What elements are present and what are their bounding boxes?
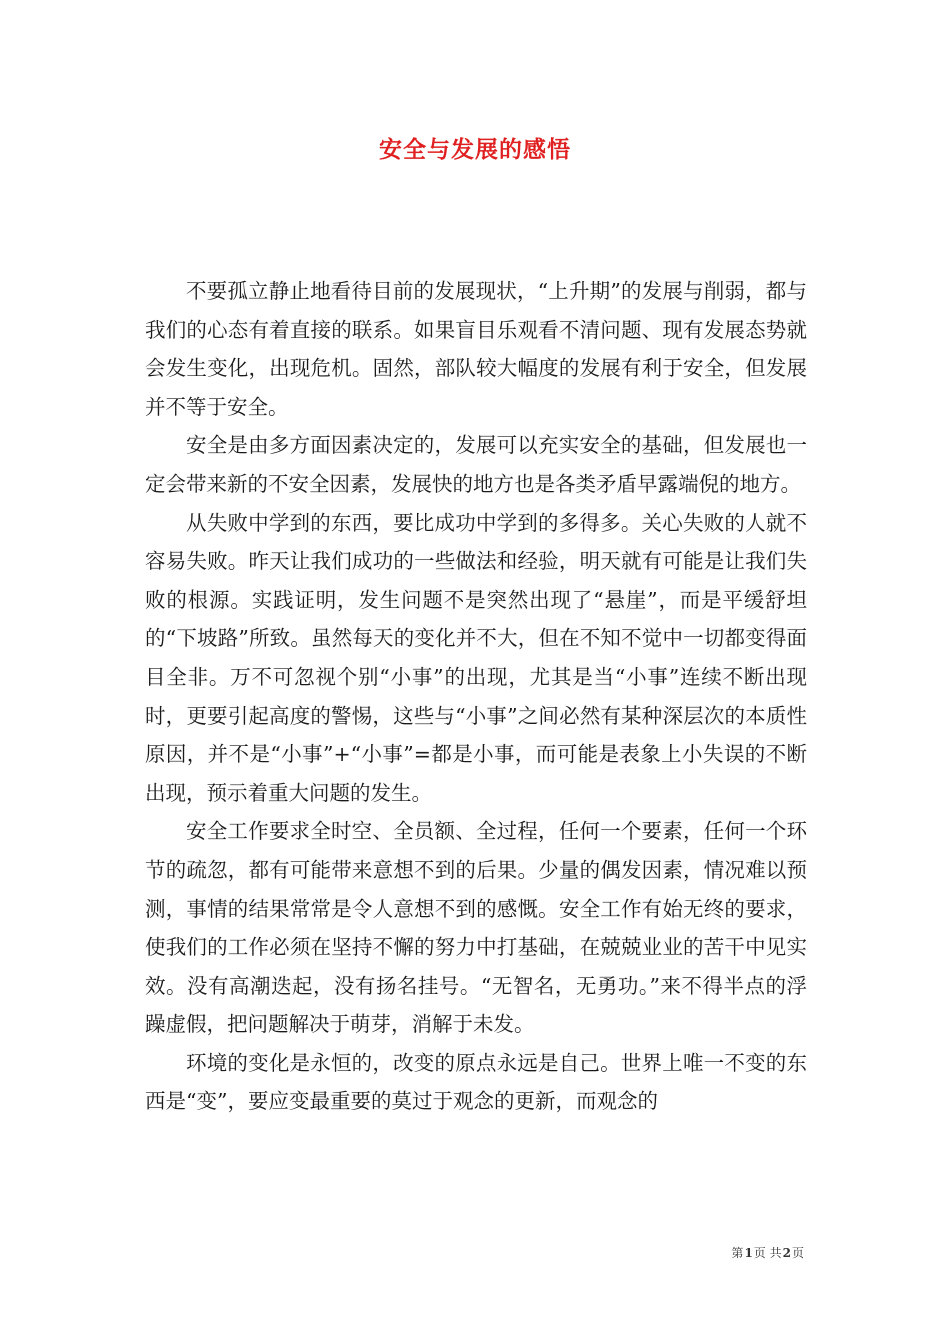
paragraph-3: 从失败中学到的东西，要比成功中学到的多得多。关心失败的人就不容易失败。昨天让我们成功的一些做法和经验，明天就有可能是让我们失败的根源。实践证明，发生问题不是突然出现了“悬崖”，而是平缓舒坦的“下坡路”所致。虽然每天的变化并不大，但在不知不觉中一切都变得面目全非。万不可忽视个别“小事”的出现，尤其是当“小事”连续不断出现时，更要引起高度的警惕，这些与“小事”之间必然有某种深层次的本质性原因，并不是“小事”+“小事”=都是小事，而可能是表象上小失误的不断出现，预示着重大问题的发生。 [145, 510, 807, 805]
footer-middle: 页 共 [753, 1246, 782, 1260]
document-title: 安全与发展的感悟 [379, 136, 571, 163]
document-body [145, 272, 807, 1121]
footer-total-pages: 2 [782, 1246, 791, 1260]
page-footer [731, 1244, 804, 1261]
paragraph-5: 环境的变化是永恒的，改变的原点永远是自己。世界上唯一不变的东西是“变”，要应变最重要的莫过于观念的更新，而观念的 [145, 1050, 807, 1114]
footer-current-page: 1 [744, 1246, 753, 1260]
footer-prefix: 第 [731, 1246, 744, 1260]
footer-suffix: 页 [791, 1246, 804, 1260]
paragraph-4: 安全工作要求全时空、全员额、全过程，任何一个要素，任何一个环节的疏忽，都有可能带来意想不到的后果。少量的偶发因素，情况难以预测，事情的结果常常是令人意想不到的感慨。安全工作有始无终的要求，使我们的工作必须在坚持不懈的努力中打基础，在兢兢业业的苦干中见实效。没有高潮迭起，没有扬名挂号。“无智名，无勇功。”来不得半点的浮躁虚假，把问题解决于萌芽，消解于未发。 [145, 819, 807, 1037]
paragraph-2: 安全是由多方面因素决定的，发展可以充实安全的基础，但发展也一定会带来新的不安全因素，发展快的地方也是各类矛盾早露端倪的地方。 [145, 433, 807, 496]
paragraph-1: 不要孤立静止地看待目前的发展现状，“上升期”的发展与削弱，都与我们的心态有着直接的联系。如果盲目乐观看不清问题、现有发展态势就会发生变化，出现危机。固然，部队较大幅度的发展有利于安全，但发展并不等于安全。 [145, 279, 807, 419]
